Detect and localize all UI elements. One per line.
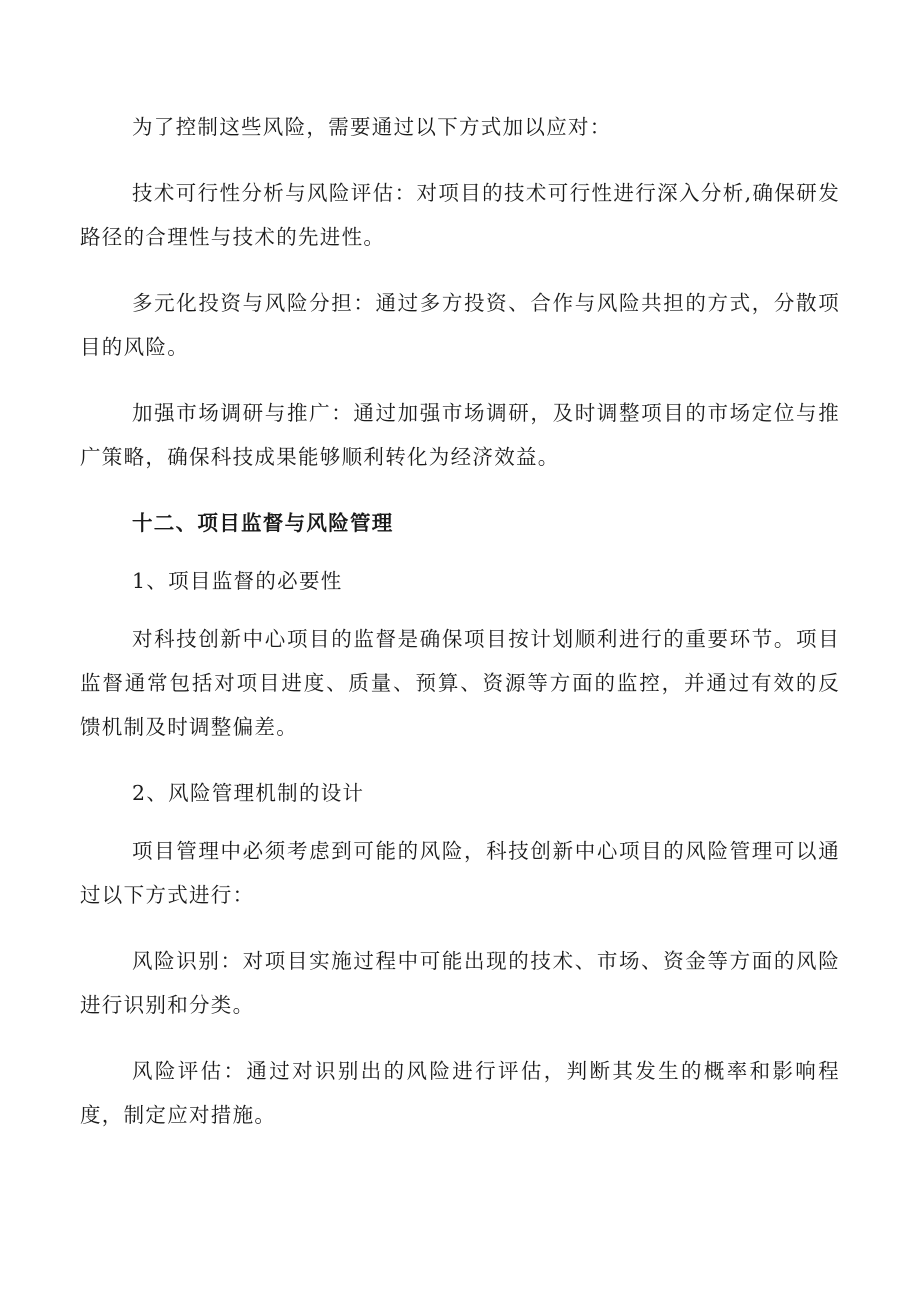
- section-title: 十二、项目监督与风险管理: [132, 511, 394, 535]
- paragraph-supervision: 对科技创新中心项目的监督是确保项目按计划顺利进行的重要环节。项目监督通常包括对项目进度、质量、预算、资源等方面的监控，并通过有效的反馈机制及时调整偏差。: [80, 627, 840, 739]
- paragraph-risk-identification: 风险识别：对项目实施过程中可能出现的技术、市场、资金等方面的风险进行识别和分类。: [80, 949, 840, 1017]
- subsection-title-1: 1、项目监督的必要性: [132, 569, 343, 593]
- paragraph-diversified-investment: 多元化投资与风险分担：通过多方投资、合作与风险共担的方式，分散项目的风险。: [80, 291, 840, 359]
- paragraph-market-research: 加强市场调研与推广：通过加强市场调研，及时调整项目的市场定位与推广策略，确保科技成果能够顺利转化为经济效益。: [80, 401, 840, 469]
- paragraph-tech-feasibility: 技术可行性分析与风险评估：对项目的技术可行性进行深入分析,确保研发路径的合理性与技术的先进性。: [80, 181, 840, 249]
- subsection-title-2: 2、风险管理机制的设计: [132, 781, 365, 805]
- paragraph-risk-mechanism: 项目管理中必须考虑到可能的风险，科技创新中心项目的风险管理可以通过以下方式进行：: [80, 839, 840, 907]
- paragraph-risk-evaluation: 风险评估：通过对识别出的风险进行评估，判断其发生的概率和影响程度，制定应对措施。: [80, 1059, 840, 1127]
- paragraph-intro: 为了控制这些风险，需要通过以下方式加以应对：: [132, 115, 612, 139]
